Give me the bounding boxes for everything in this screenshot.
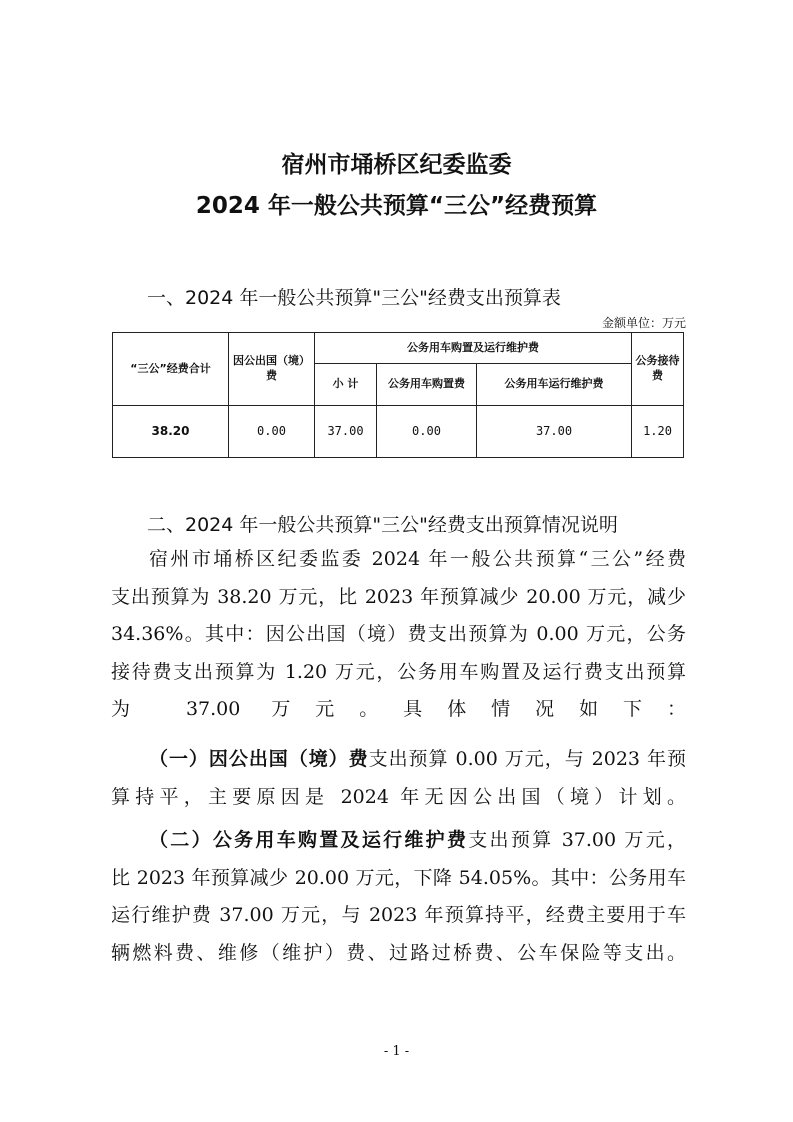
paragraph-line: 为 37.00 万元。具体情况如下： [111,698,686,721]
paragraph-line: 比 2023 年预算减少 20.00 万元，下降 54.05%。其中：公务用车 [111,866,686,889]
abroad-subheading: （一）因公出国（境）费 [149,748,369,770]
paragraph-line: 支出预算为 38.20 万元，比 2023 年预算减少 20.00 万元，减少 [111,585,686,608]
explanation-paragraph [111,541,686,729]
paragraph-line: 34.36%。其中：因公出国（境）费支出预算为 0.00 万元，公务 [111,623,686,646]
header-purchase: 公务用车购置费 [377,364,477,406]
section1-heading: 一、2024 年一般公共预算"三公"经费支出预算表 [147,287,561,309]
paragraph-line: 接待费支出预算为 1.20 万元，公务用车购置及运行费支出预算 [111,660,686,683]
document-title-line2: 2024 年一般公共预算“三公”经费预算 [195,193,598,219]
paragraph-line: （二）公务用车购置及运行维护费支出预算 37.00 万元， [149,829,686,851]
section2-heading: 二、2024 年一般公共预算"三公"经费支出预算情况说明 [147,514,618,536]
header-total: “三公”经费合计 [113,333,229,406]
document-title-line1: 宿州市埇桥区纪委监委 [281,152,512,178]
vehicle-subheading: （二）公务用车购置及运行维护费 [149,829,469,851]
paragraph-line: 宿州市埇桥区纪委监委 2024 年一般公共预算“三公”经费 [149,548,686,570]
vehicle-paragraph [111,822,686,972]
value-subtotal: 37.00 [315,406,377,458]
header-reception: 公务接待费 [632,333,684,406]
abroad-paragraph [111,741,686,816]
budget-table [112,332,684,458]
value-purchase: 0.00 [377,406,477,458]
value-reception: 1.20 [632,406,684,458]
header-abroad: 因公出国（境）费 [229,333,315,406]
header-vehicle-group: 公务用车购置及运行维护费 [315,333,632,364]
paragraph-line: （一）因公出国（境）费支出预算 0.00 万元，与 2023 年预 [149,748,686,770]
amount-unit-note: 金额单位：万元 [601,316,686,330]
header-maintenance: 公务用车运行维护费 [477,364,632,406]
page-number: - 1 - [383,1044,410,1059]
value-total: 38.20 [113,406,229,458]
value-abroad: 0.00 [229,406,315,458]
paragraph-line: 算持平，主要原因是 2024 年无因公出国（境）计划。 [111,785,686,808]
value-maintenance: 37.00 [477,406,632,458]
paragraph-line: 辆燃料费、维修（维护）费、过路过桥费、公车保险等支出。 [111,941,686,964]
paragraph-line: 运行维护费 37.00 万元，与 2023 年预算持平，经费主要用于车 [111,904,686,927]
header-subtotal: 小 计 [315,364,377,406]
